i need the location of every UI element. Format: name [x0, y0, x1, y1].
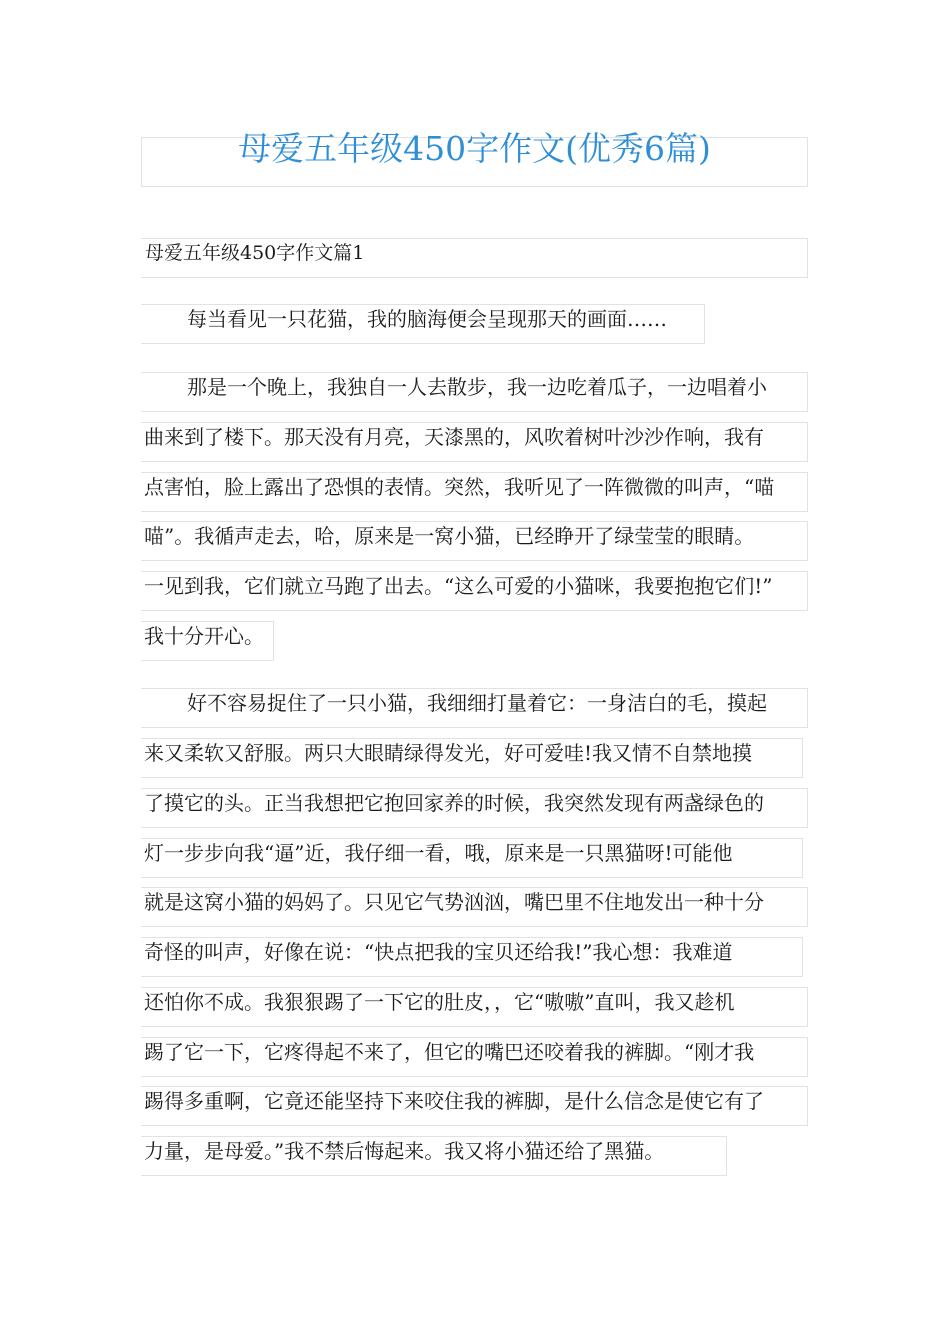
- paragraph-3-line: 了摸它的头。正当我想把它抱回家养的时候，我突然发现有两盏绿色的: [141, 788, 808, 828]
- paragraph-2-line: 曲来到了楼下。那天没有月亮，天漆黑的，风吹着树叶沙沙作响，我有: [141, 422, 808, 462]
- paragraph-2-line: 我十分开心。: [141, 621, 274, 661]
- paragraph-3-line: 来又柔软又舒服。两只大眼睛绿得发光，好可爱哇!我又情不自禁地摸: [141, 738, 803, 778]
- paragraph-1-line: 每当看见一只花猫，我的脑海便会呈现那天的画面……: [141, 304, 705, 344]
- section-heading: 母爱五年级450字作文篇1: [141, 238, 808, 278]
- paragraph-2-line: 那是一个晚上，我独自一人去散步，我一边吃着瓜子，一边唱着小: [141, 372, 808, 412]
- paragraph-2-line: 点害怕，脸上露出了恐惧的表情。突然，我听见了一阵微微的叫声，“喵: [141, 472, 808, 512]
- paragraph-3-line: 奇怪的叫声，好像在说：“快点把我的宝贝还给我!”我心想：我难道: [141, 937, 803, 977]
- paragraph-2-line: 一见到我，它们就立马跑了出去。“这么可爱的小猫咪，我要抱抱它们!”: [141, 571, 808, 611]
- paragraph-2-line: 喵”。我循声走去，哈，原来是一窝小猫，已经睁开了绿莹莹的眼睛。: [141, 521, 808, 561]
- paragraph-3-line: 灯一步步向我“逼”近，我仔细一看，哦，原来是一只黑猫呀!可能他: [141, 838, 803, 878]
- paragraph-3-line: 好不容易捉住了一只小猫，我细细打量着它：一身洁白的毛，摸起: [141, 688, 808, 728]
- paragraph-3-line: 踢得多重啊，它竟还能坚持下来咬住我的裤脚，是什么信念是使它有了: [141, 1086, 808, 1126]
- paragraph-3-line: 还怕你不成。我狠狠踢了一下它的肚皮，，它“嗷嗷”直叫，我又趁机: [141, 987, 808, 1027]
- paragraph-3-line: 力量，是母爱。”我不禁后悔起来。我又将小猫还给了黑猫。: [141, 1136, 727, 1176]
- paragraph-3-line: 就是这窝小猫的妈妈了。只见它气势汹汹，嘴巴里不住地发出一种十分: [141, 887, 808, 927]
- document-title: 母爱五年级450字作文(优秀6篇): [238, 129, 711, 168]
- paragraph-3-line: 踢了它一下，它疼得起不来了，但它的嘴巴还咬着我的裤脚。“刚才我: [141, 1037, 808, 1077]
